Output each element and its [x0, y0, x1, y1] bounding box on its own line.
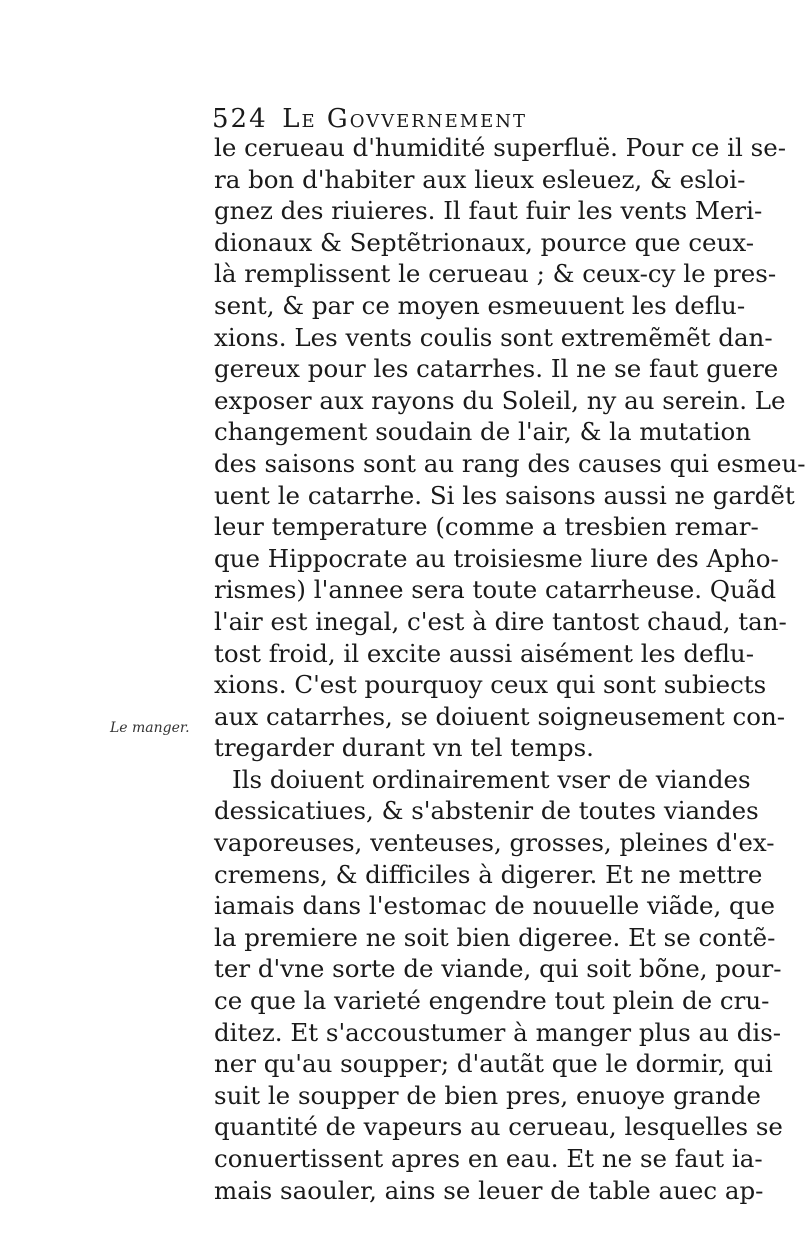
text-line: exposer aux rayons du Soleil, ny au serein. Le	[214, 385, 786, 415]
text-line: la premiere ne soit bien digeree. Et se contẽ-	[214, 922, 776, 952]
text-line: changement soudain de l'air, & la mutation	[214, 417, 752, 447]
text-line: là remplissent le cerueau ; & ceux-cy le pres-	[214, 259, 777, 289]
text-line: des saisons sont au rang des causes qui esmeu-	[214, 448, 806, 478]
text-line: tregarder durant vn tel temps.	[214, 733, 594, 763]
text-line: que Hippocrate au troisiesme liure des Apho-	[214, 543, 779, 573]
page-number: 524	[212, 104, 268, 134]
text-line: cremens, & difficiles à digerer. Et ne mettre	[214, 859, 763, 889]
text-line: dionaux & Septẽtrionaux, pource que ceux-	[214, 227, 754, 257]
text-line: uent le catarrhe. Si les saisons aussi ne gardẽt	[214, 480, 795, 510]
text-line: xions. Les vents coulis sont extremẽmẽt dan-	[214, 322, 773, 352]
text-line: ter d'vne sorte de viande, qui soit bõne, pour-	[214, 954, 782, 984]
running-title: Le Govvernement	[282, 104, 528, 134]
text-line: quantité de vapeurs au cerueau, lesquelles se	[214, 1112, 783, 1142]
text-line: Ils doiuent ordinairement vser de viandes	[232, 764, 751, 794]
text-line: conuertissent apres en eau. Et ne se faut ia-	[214, 1144, 763, 1173]
body-text	[214, 132, 806, 1206]
text-line: xions. C'est pourquoy ceux qui sont subiects	[214, 670, 767, 700]
text-line: sent, & par ce moyen esmeuuent les deflu-	[214, 290, 746, 320]
text-line: ra bon d'habiter aux lieux esleuez, & esloi-	[214, 164, 746, 194]
text-line: mais saouler, ains se leuer de table auec ap-	[214, 1175, 764, 1205]
text-line: suit le soupper de bien pres, enuoye grande	[214, 1080, 761, 1110]
text-line: ditez. Et s'accoustumer à manger plus au dis-	[214, 1017, 782, 1047]
text-line: ner qu'au soupper; d'autãt que le dormir, qui	[214, 1049, 773, 1079]
text-line: vaporeuses, venteuses, grosses, pleines d'ex-	[214, 828, 775, 858]
text-line: ce que la varieté engendre tout plein de cru-	[214, 986, 770, 1016]
text-line: gereux pour les catarrhes. Il ne se faut guere	[214, 354, 779, 384]
text-line: aux catarrhes, se doiuent soigneusement con-	[214, 701, 786, 731]
text-line: dessicatiues, & s'abstenir de toutes viandes	[214, 796, 759, 826]
text-line: gnez des riuieres. Il faut fuir les vents Meri-	[214, 196, 763, 226]
text-line: l'air est inegal, c'est à dire tantost chaud, tan-	[214, 606, 787, 636]
text-line: le cerueau d'humidité superfluë. Pour ce il se-	[214, 133, 786, 162]
margin-note: Le manger.	[110, 720, 190, 736]
text-line: rismes) l'annee sera toute catarrheuse. Quãd	[214, 575, 777, 605]
text-line: leur temperature (comme a tresbien remar-	[214, 512, 759, 542]
page-header	[212, 104, 682, 134]
text-line: tost froid, il excite aussi aisément les deflu-	[214, 638, 754, 668]
text-line: iamais dans l'estomac de nouuelle viãde, que	[214, 891, 776, 921]
